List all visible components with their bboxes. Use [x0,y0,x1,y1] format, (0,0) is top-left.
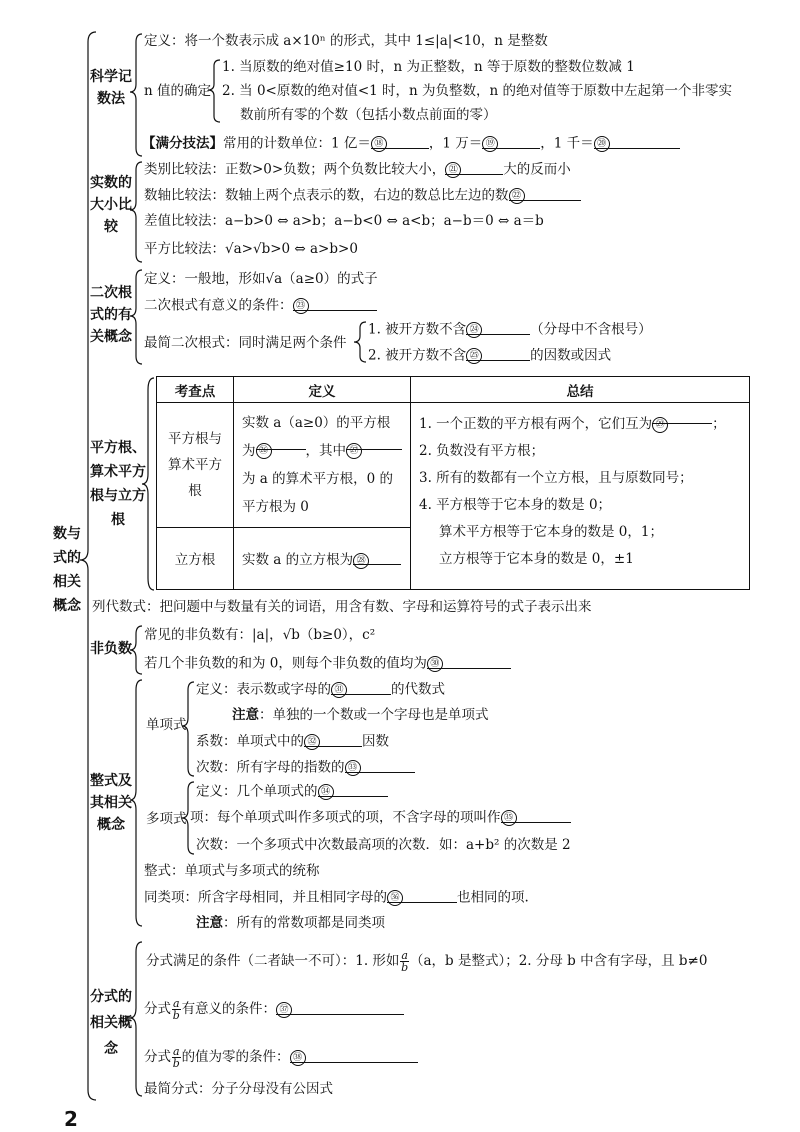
sci-n-label: n 值的确定 [144,83,211,99]
poly-note: 注意：所有的常数项都是同类项 [196,915,385,931]
blank-24[interactable]: ㉔ [466,322,530,335]
radical-category-label: 二次根式的有关概念 [90,285,132,345]
sci-rule2b: 数前所有零的个数（包括小数点前面的零） [240,107,497,123]
roots-table [156,376,750,590]
poly-def: 定义：几个单项式的 ㉞ [196,784,388,799]
sci-definition: 定义：将一个数表示成 a×10ⁿ 的形式，其中 1≤|a|<10，n 是整数 [144,33,548,49]
poly-label: 多项式 [146,811,187,827]
radical-cond2: 2. 被开方数不含 ㉕ 的因数或因式 [368,347,612,364]
table-header: 总结 [411,377,750,403]
sum4b: 算术平方根等于它本身的数是 0，1； [439,524,663,541]
fraction-a-over-b: $\frac{a}{b}$ [401,949,409,974]
radical-simplest-label: 最简二次根式：同时满足两个条件 [144,335,347,351]
sci-category-label: 科学记数法 [90,69,132,107]
sum3: 3. 所有的数都有一个立方根，且与原数同号； [419,470,693,487]
nonneg-category-label: 非负数 [90,641,132,657]
blank-36[interactable]: ㊱ [387,890,457,903]
radical-cond1: 1. 被开方数不含 ㉔ （分母中不含根号） [368,321,652,338]
sum2: 2. 负数没有平方根； [419,443,545,460]
blank-29[interactable]: ㉙ [652,411,712,424]
fraction-category-label: 分式的相关概念 [90,989,132,1057]
compare-line1: 类别比较法：正数>0>负数；两个负数比较大小， ㉑ 大的反而小 [144,161,571,178]
compare-line3: 差值比较法：a−b>0 ⇔ a>b；a−b<0 ⇔ a<b；a−b＝0 ⇔ a＝b [144,213,544,229]
blank-21[interactable]: ㉑ [445,162,503,175]
sci-tip: 【满分技法】常用的计数单位：1 亿＝ ⑱ ，1 万＝ ⑲ ，1 千＝ ⑳ [142,136,680,151]
roots-summary [411,403,750,590]
mono-label: 单项式 [146,717,187,733]
nonneg-line1: 常见的非负数有：|a|，√b（b≥0），c² [144,627,376,643]
sum4c: 立方根等于它本身的数是 0，±1 [439,551,634,568]
poly-term: 项：每个单项式叫作多项式的项，不含字母的项叫作 ㉟ [190,810,571,825]
blank-28[interactable]: ㉘ [353,552,401,565]
fraction-simplest: 最简分式：分子分母没有公因式 [144,1081,333,1097]
blank-20[interactable]: ⑳ [594,136,680,149]
row2-def: 实数 a 的立方根为 ㉘ [234,527,411,589]
sci-rule1: 1. 当原数的绝对值≥10 时，n 为正整数，n 等于原数的整数位数减 1 [222,59,635,75]
sum4a: 4. 平方根等于它本身的数是 0； [419,497,612,514]
row1-def: 实数 a（a≥0）的平方根为 ㉖ ，其中 ㉗为 a 的算术平方根，0 的平方根为 0 [234,403,411,528]
radical-meaningful: 二次根式有意义的条件： ㉓ [144,298,377,313]
compare-category-label: 实数的大小比较 [90,175,132,235]
blank-27[interactable]: ㉗ [346,437,402,450]
sci-rule2a: 2. 当 0<原数的绝对值<1 时，n 为负整数，n 的绝对值等于原数中左起第一个非零实 [222,83,733,99]
tip-label: 【满分技法】 [142,135,223,152]
blank-25[interactable]: ㉕ [466,348,530,361]
blank-30[interactable]: ㉚ [427,656,511,669]
fraction-condition: 分式满足的条件（二者缺一不可）：1. 形如 $\frac{a}{b}$ （a，b 是整式）；2. 分母 b 中含有字母，且 b≠0 [146,949,708,974]
row2-label: 立方根 [157,527,234,589]
mono-degree: 次数：所有字母的指数的 ㉝ [196,760,415,775]
nonneg-line2: 若几个非负数的和为 0，则每个非负数的值均为 ㉚ [144,656,511,671]
mono-coef: 系数：单项式中的 ㉜ 因数 [196,733,389,750]
compare-line2: 数轴比较法：数轴上两个点表示的数，右边的数总比左边的数 ㉒ [144,188,581,203]
blank-38[interactable]: ㊳ [290,1050,418,1063]
radical-definition: 定义：一般地，形如√a（a≥0）的式子 [144,271,378,287]
sum1: 1. 一个正数的平方根有两个，它们互为 ㉙ ； [419,411,741,438]
blank-35[interactable]: ㉟ [501,810,571,823]
blank-19[interactable]: ⑲ [482,136,540,149]
poly-category-label: 整式及其相关概念 [90,773,132,833]
blank-34[interactable]: ㉞ [318,784,388,797]
like-terms: 同类项：所含字母相同，并且相同字母的 ㊱ 也相同的项. [144,889,529,906]
compare-line4: 平方比较法：√a>√b>0 ⇔ a>b>0 [144,241,358,257]
blank-31[interactable]: ㉛ [331,682,391,695]
poly-degree: 次数：一个多项式中次数最高项的次数．如：a+b² 的次数是 2 [196,837,571,853]
blank-33[interactable]: ㉝ [345,760,415,773]
blank-22[interactable]: ㉒ [509,188,581,201]
fraction-meaningful: 分式 $\frac{a}{b}$ 有意义的条件： ㊲ [144,998,404,1021]
mono-note: 注意：单独的一个数或一个字母也是单项式 [232,707,489,723]
whole-expression: 整式：单项式与多项式的统称 [144,863,320,879]
fraction-zero: 分式 $\frac{a}{b}$ 的值为零的条件： ㊳ [144,1046,418,1069]
mono-def: 定义：表示数或字母的 ㉛ 的代数式 [196,681,445,698]
algebra-expression: 列代数式：把问题中与数量有关的词语，用含有数、字母和运算符号的式子表示出来 [92,599,592,615]
roots-category-label: 平方根、算术平方根与立方根 [90,440,146,528]
tip-text: 常用的计数单位：1 亿＝ [223,135,371,152]
page-number: 2 [64,1107,78,1131]
blank-32[interactable]: ㉜ [304,734,362,747]
blank-23[interactable]: ㉓ [293,298,377,311]
table-header: 定义 [234,377,411,403]
row1-label: 平方根与算术平方根 [157,403,234,528]
table-header: 考查点 [157,377,234,403]
blank-26[interactable]: ㉖ [256,437,306,450]
main-category-label: 数与式的相关概念 [53,526,81,614]
blank-18[interactable]: ⑱ [371,136,429,149]
blank-37[interactable]: ㊲ [276,1002,404,1015]
